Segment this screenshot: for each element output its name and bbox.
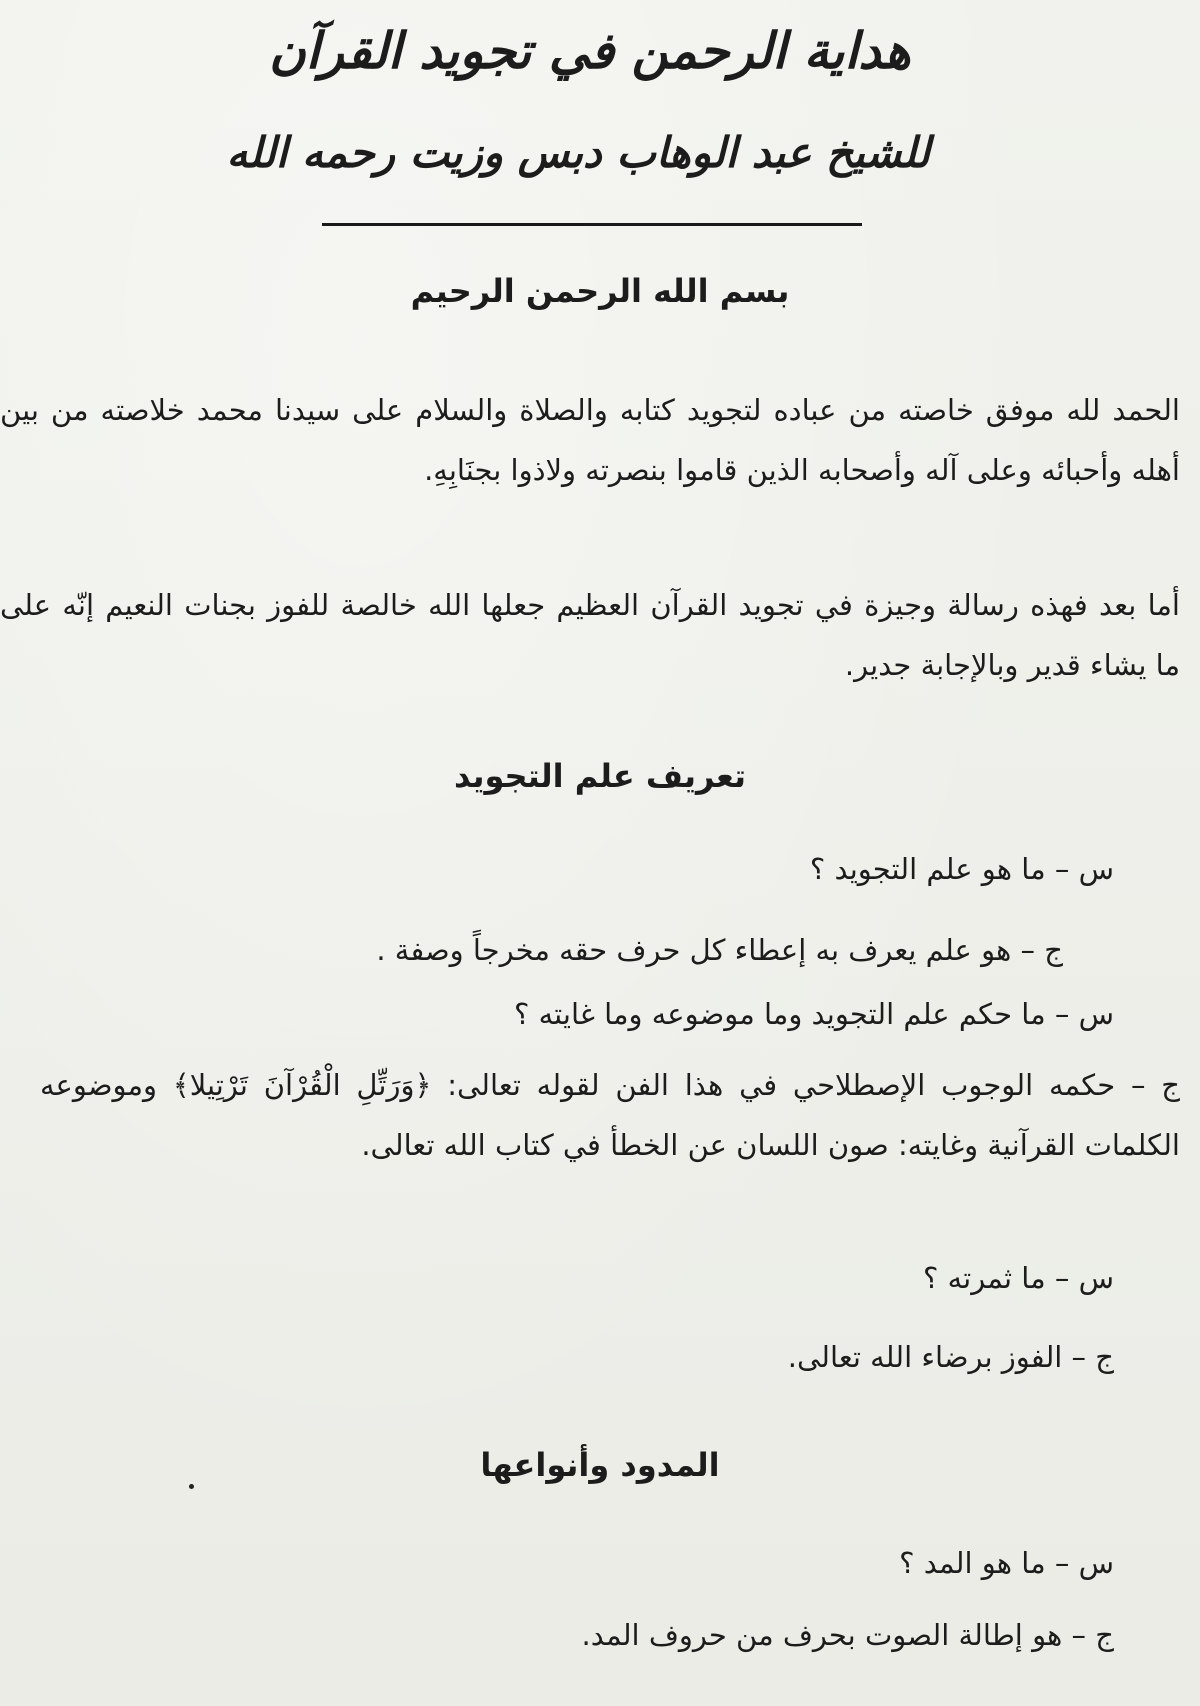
question-1: س – ما هو علم التجويد ؟: [809, 852, 1114, 886]
answer-4: ج – هو إطالة الصوت بحرف من حروف المد.: [581, 1618, 1114, 1652]
question-3: س – ما ثمرته ؟: [923, 1261, 1114, 1295]
basmala: بسم الله الرحمن الرحيم: [410, 272, 790, 310]
question-4: س – ما هو المد ؟: [899, 1546, 1114, 1580]
ink-speck: [189, 1484, 194, 1489]
answer-2: ج – حكمه الوجوب الإصطلاحي في هذا الفن لقوله تعالى: ﴿وَرَتِّلِ الْقُرْآنَ تَرْتِيلا﴾ وموضوعه الكلمات القرآنية وغايته: صون اللسان عن الخطأ في كتاب الله تعالى.: [40, 1068, 1180, 1162]
answer-3: ج – الفوز برضاء الله تعالى.: [787, 1340, 1114, 1374]
book-title: هداية الرحمن في تجويد القرآن: [269, 21, 911, 80]
answer-1: ج – هو علم يعرف به إعطاء كل حرف حقه مخرجاً وصفة .: [376, 933, 1063, 967]
book-author: للشيخ عبد الوهاب دبس وزيت رحمه الله: [226, 128, 930, 177]
title-divider: [322, 223, 862, 226]
question-2: س – ما حكم علم التجويد وما موضوعه وما غايته ؟: [513, 997, 1114, 1031]
intro-paragraph-1: الحمد لله موفق خاصته من عباده لتجويد كتابه والصلاة والسلام على سيدنا محمد خلاصته من بين أهله وأحبائه وعلى آله وأصحابه الذين قاموا بنصرته ولاذوا بجنَابِهِ.: [0, 393, 1180, 487]
intro-paragraph-2: أما بعد فهذه رسالة وجيزة في تجويد القرآن العظيم جعلها الله خالصة للفوز بجنات النعيم إنّه على ما يشاء قدير وبالإجابة جدير.: [0, 588, 1180, 682]
section-heading-madd-types: المدود وأنواعها: [480, 1446, 720, 1484]
section-heading-tajweed-definition: تعريف علم التجويد: [453, 757, 747, 795]
